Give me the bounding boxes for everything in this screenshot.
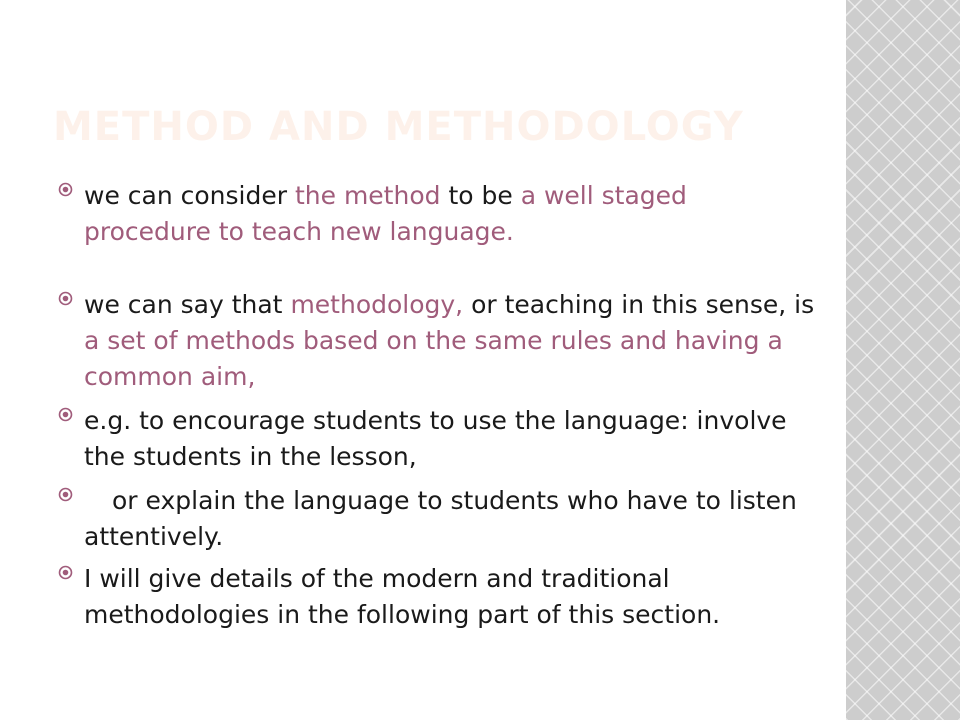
- bullet-list: [58, 178, 818, 633]
- highlight-run: methodology,: [290, 290, 464, 319]
- bullet-text: I will give details of the modern and traditional methodologies in the following part of this section.: [84, 564, 721, 629]
- text-run: we can say that: [84, 290, 291, 319]
- target-bullet-icon: [58, 291, 73, 306]
- highlight-run: the method: [294, 181, 441, 210]
- highlight-run: a set of methods based on the same rules and having a common aim,: [84, 326, 783, 391]
- bullet-item: [58, 178, 818, 250]
- bullet-item: [58, 561, 818, 633]
- bullet-item: [58, 287, 818, 395]
- bullet-text: [84, 290, 814, 391]
- slide-title: METHOD AND METHODOLOGY: [53, 104, 744, 150]
- highlight-run: a well staged procedure to teach new language.: [84, 181, 687, 246]
- target-bullet-icon: [58, 182, 73, 197]
- target-bullet-icon: [58, 487, 73, 502]
- bullet-text: or explain the language to students who have to listen attentively.: [84, 486, 797, 551]
- text-run: we can consider: [84, 181, 295, 210]
- bullet-item: [58, 483, 818, 555]
- text-run: to be: [440, 181, 521, 210]
- bullet-text: e.g. to encourage students to use the language: involve the students in the lesson,: [84, 406, 787, 471]
- text-run: or teaching in this sense, is: [463, 290, 815, 319]
- decorative-side-panel: [846, 0, 960, 720]
- bullet-item: [58, 403, 818, 475]
- target-bullet-icon: [58, 565, 73, 580]
- target-bullet-icon: [58, 407, 73, 422]
- bullet-text: [84, 181, 687, 246]
